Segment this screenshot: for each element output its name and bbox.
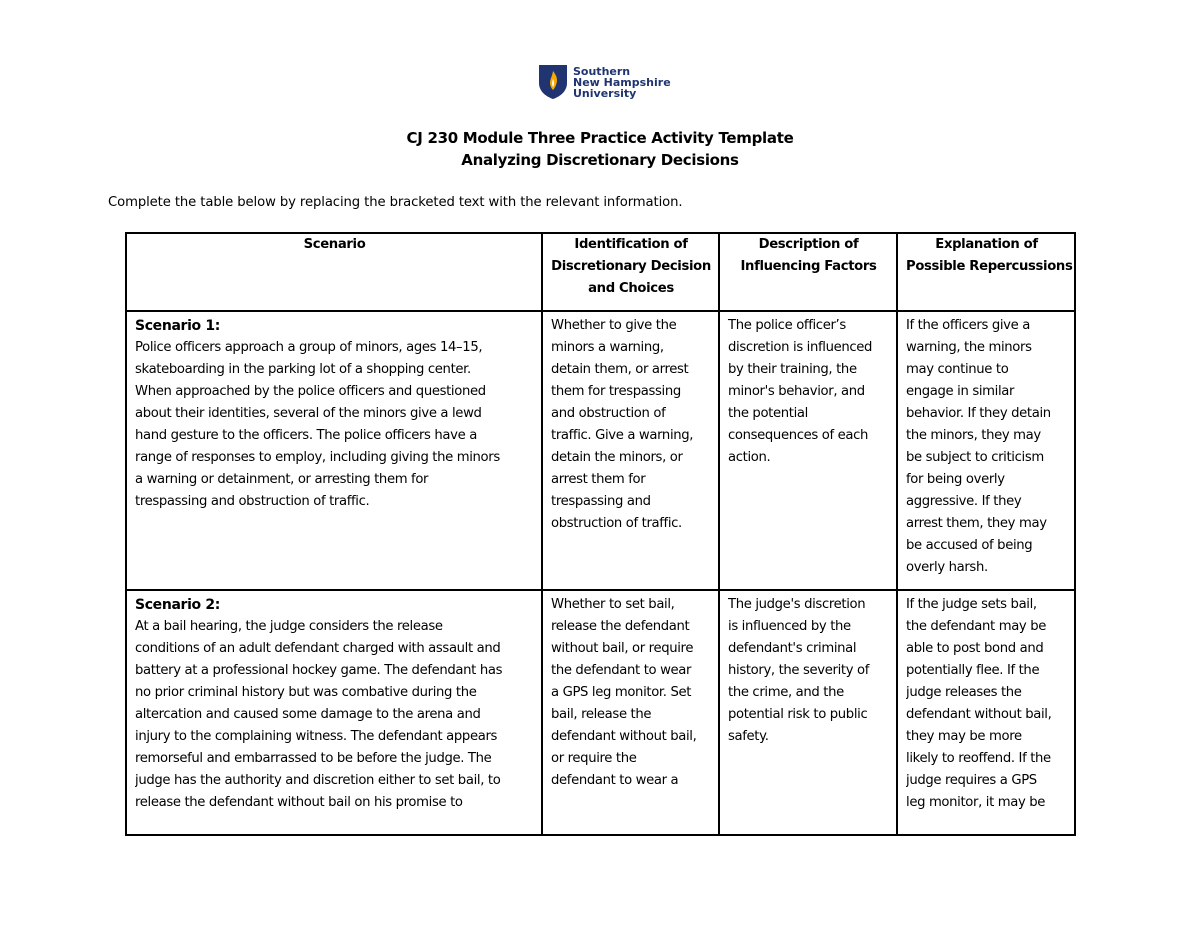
description-cell[interactable]: The police officer’s discretion is influenced by their training, the minor's behavior, and the potential consequences of each action.	[719, 311, 897, 590]
shield-flame-icon	[538, 64, 568, 100]
scenario-cell[interactable]: Scenario 2: At a bail hearing, the judge considers the release conditions of an adult defendant charged with assault and battery at a professional hockey game. The defendant has no prior criminal history but was combative during the altercation and caused some damage to the arena and injury to the complaining witness. The defendant appears remorseful and embarrassed to be before the judge. The judge has the authority and discretion either to set bail, to release the defendant without bail on his promise to	[126, 590, 542, 835]
header-description: Description of Influencing Factors	[719, 233, 897, 311]
header-identification: Identification of Discretionary Decision and Choices	[542, 233, 719, 311]
identification-cell[interactable]: Whether to give the minors a warning, detain them, or arrest them for trespassing and obstruction of traffic. Give a warning, detain the minors, or arrest them for trespassing and obstruction of traffic.	[542, 311, 719, 590]
scenario-cell[interactable]: Scenario 1: Police officers approach a group of minors, ages 14–15, skateboarding in the parking lot of a shopping center. When approached by the police officers and questioned about their identities, several of the minors give a lewd hand gesture to the officers. The police officers have a range of responses to employ, including giving the minors a warning or detainment, or arresting them for trespassing and obstruction of traffic.	[126, 311, 542, 590]
document-subtitle: Analyzing Discretionary Decisions	[461, 151, 739, 169]
explanation-cell[interactable]: If the officers give a warning, the minors may continue to engage in similar behavior. If they detain the minors, they may be subject to criticism for being overly aggressive. If they arrest them, they may be accused of being overly harsh.	[897, 311, 1075, 590]
table-header-row	[126, 233, 1075, 311]
table-row	[126, 311, 1075, 590]
logo-line-3: University	[573, 86, 637, 100]
description-cell[interactable]: The judge's discretion is influenced by the defendant's criminal history, the severity of the crime, and the potential risk to public safety.	[719, 590, 897, 835]
header-scenario: Scenario	[126, 233, 542, 311]
identification-cell[interactable]: Whether to set bail, release the defendant without bail, or require the defendant to wear a GPS leg monitor. Set bail, release the defendant without bail, or require the defendant to wear a	[542, 590, 719, 835]
scenario-title: Scenario 1:	[135, 318, 220, 334]
logo-wordmark	[573, 66, 671, 99]
university-logo	[538, 64, 671, 100]
logo-line-1: Southern	[573, 64, 631, 78]
scenario-title: Scenario 2:	[135, 597, 220, 613]
instructions-text: Complete the table below by replacing the bracketed text with the relevant information.	[108, 195, 683, 210]
header-explanation: Explanation of Possible Repercussions	[897, 233, 1075, 311]
activity-table	[125, 232, 1076, 836]
table-row	[126, 590, 1075, 835]
explanation-cell[interactable]: If the judge sets bail, the defendant may be able to post bond and potentially flee. If the judge releases the defendant without bail, they may be more likely to reoffend. If the judge requires a GPS leg monitor, it may be	[897, 590, 1075, 835]
logo-line-2: New Hampshire	[573, 75, 671, 89]
document-title: CJ 230 Module Three Practice Activity Template	[406, 129, 794, 147]
